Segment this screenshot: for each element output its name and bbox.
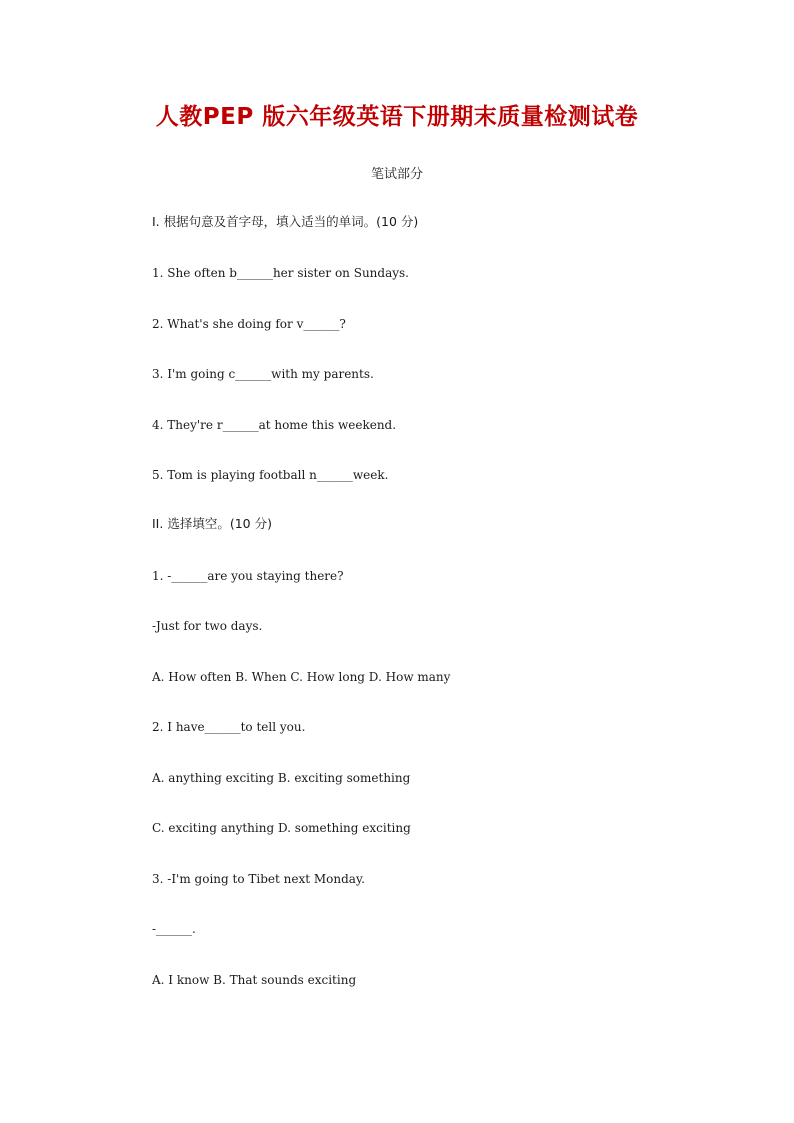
section-2-question-1: 1. -______are you staying there? — [152, 569, 344, 583]
section-2-question-3: 3. -I'm going to Tibet next Monday. — [152, 872, 365, 886]
section-1-question-4: 4. They're r______at home this weekend. — [152, 418, 397, 432]
section-2-question-3-options: A. I know B. That sounds exciting — [152, 973, 357, 987]
section-2-question-3-reply: -______. — [152, 922, 196, 936]
exam-title: 人教PEP 版六年级英语下册期末质量检测试卷 — [155, 104, 639, 130]
section-2-question-2: 2. I have______to tell you. — [152, 720, 306, 734]
section-2-question-1-options: A. How often B. When C. How long D. How many — [152, 670, 451, 684]
section-1-heading: I. 根据句意及首字母，填入适当的单词。(10 分) — [152, 214, 419, 229]
section-1-question-5: 5. Tom is playing football n______week. — [152, 468, 389, 482]
section-1-question-1: 1. She often b______her sister on Sundays. — [152, 266, 409, 280]
exam-subtitle: 笔试部分 — [370, 167, 423, 182]
section-2-question-1-reply: -Just for two days. — [152, 619, 263, 633]
section-2-question-2-options-cd: C. exciting anything D. something exciting — [152, 821, 411, 835]
section-2-heading: II. 选择填空。(10 分) — [152, 516, 272, 531]
section-1-question-2: 2. What's she doing for v______? — [152, 317, 346, 331]
section-1-question-3: 3. I'm going c______with my parents. — [152, 367, 374, 381]
section-2-question-2-options-ab: A. anything exciting B. exciting something — [152, 771, 411, 785]
